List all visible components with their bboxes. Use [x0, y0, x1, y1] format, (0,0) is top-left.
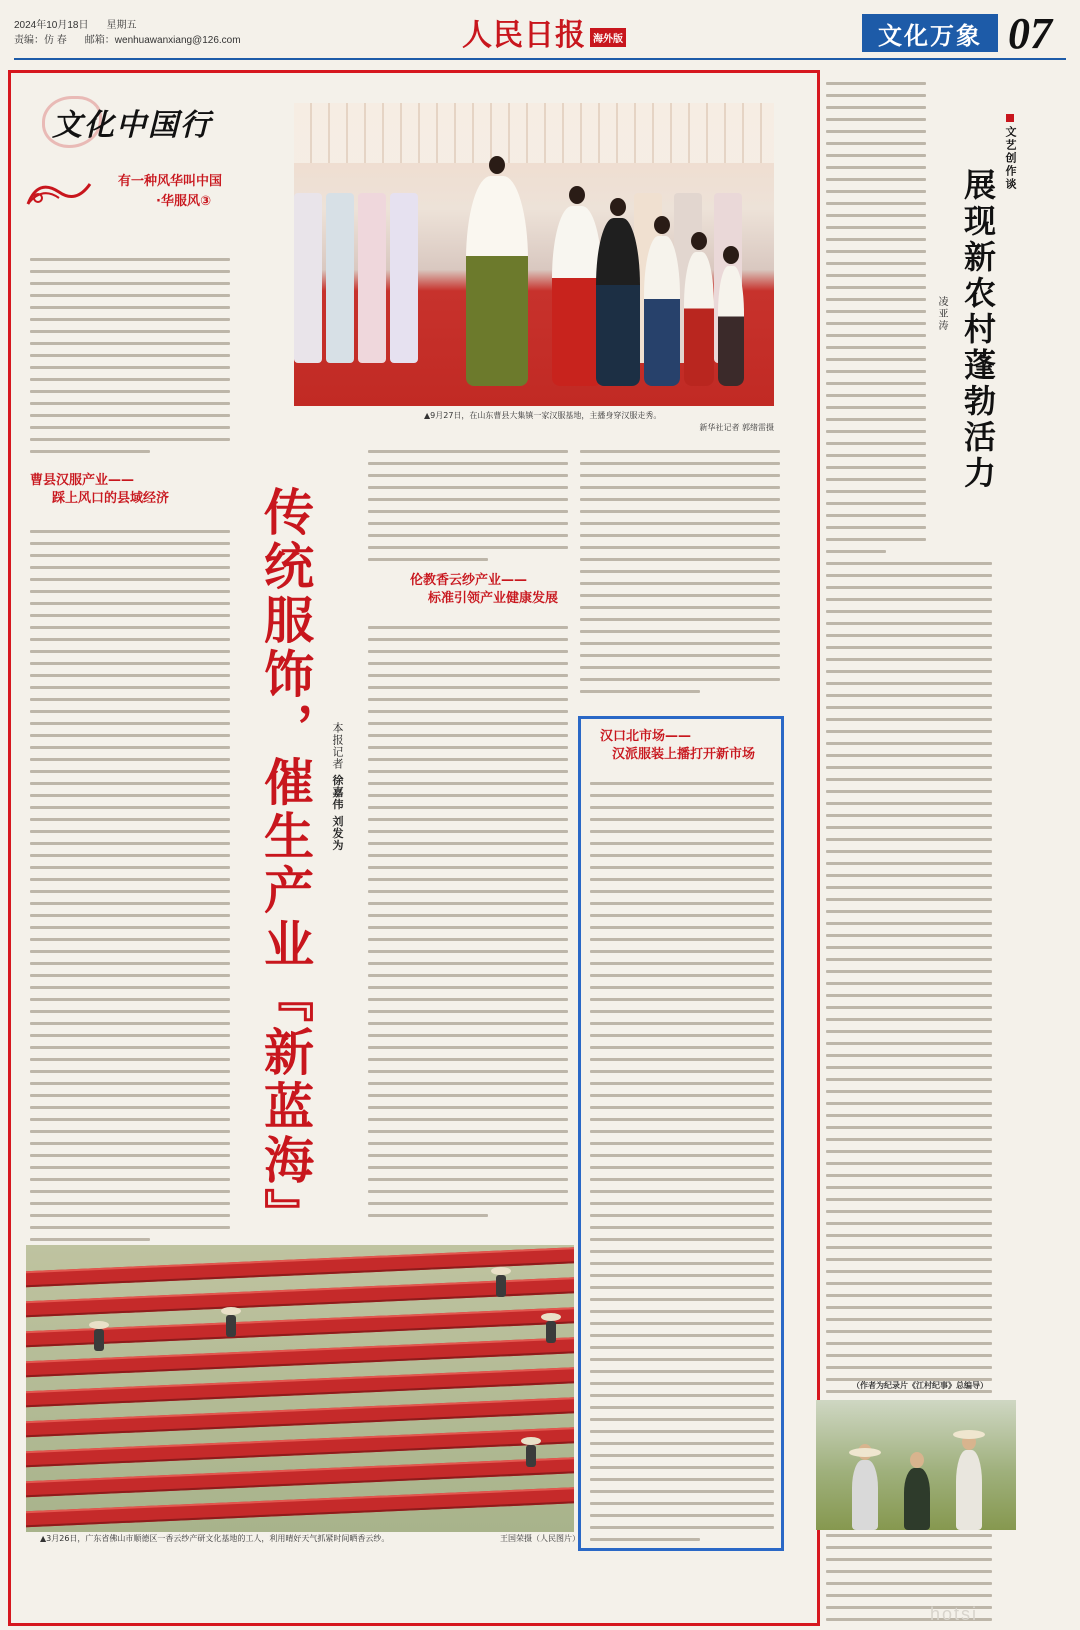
subhead-line: 踩上风口的县域经济: [52, 491, 170, 506]
worker-figure: [94, 1329, 104, 1351]
clothing-rack: [326, 193, 354, 363]
text-column: [590, 782, 774, 1550]
series-title: 有一种风华叫中国: [118, 174, 223, 189]
subhead-line: 标准引领产业健康发展: [428, 591, 559, 606]
byline-prefix: 本报记者: [331, 722, 344, 770]
masthead: [0, 0, 1080, 62]
sidebar-kicker: [1002, 114, 1018, 191]
series-banner: [26, 170, 296, 210]
person-figure: [956, 1450, 982, 1530]
worker-figure: [546, 1321, 556, 1343]
sidebar-author-note: （作者为纪录片《江村纪事》总编导）: [852, 1381, 988, 1390]
clothing-rack: [294, 193, 322, 363]
red-square-icon: [1006, 114, 1014, 122]
text-column: [368, 626, 568, 1226]
subhead-line: 曹县汉服产业——: [30, 473, 135, 488]
column-logo-text: 文化中国行: [52, 108, 212, 143]
sidebar-author: 凌亚涛: [936, 296, 947, 332]
subhead-hankou: [600, 728, 755, 764]
model-figure: [684, 252, 714, 386]
model-figure: [552, 206, 602, 386]
issue-weekday: 星期五: [106, 20, 137, 31]
subhead-xiangyunsha: [410, 572, 558, 608]
text-column: [30, 530, 230, 1250]
subhead-line: 汉派服装上播打开新市场: [612, 747, 756, 762]
watermark: hotsi: [930, 1604, 979, 1624]
photo-documentary-filming: [816, 1400, 1016, 1530]
text-column: [368, 450, 568, 570]
straw-hat-icon: [849, 1448, 881, 1457]
photo-top-caption-text: ▲9月27日，在山东曹县大集镇一家汉服基地，主播身穿汉服走秀。: [424, 411, 662, 420]
photo-top-caption: [424, 410, 774, 434]
editor-credit: 责编：仿 春: [14, 35, 67, 46]
editor-email[interactable]: 邮箱：wenhuawanxiang@126.com: [84, 35, 241, 46]
text-column: [580, 450, 780, 702]
sidebar-title: 展现新农村蓬勃活力: [959, 168, 997, 492]
text-column: [30, 258, 230, 462]
worker-figure: [526, 1445, 536, 1467]
photo-xiangyunsha-drying: [26, 1245, 574, 1532]
worker-figure: [496, 1275, 506, 1297]
edition-stamp: 海外版: [590, 28, 626, 47]
model-figure: [466, 176, 528, 386]
person-figure: [852, 1460, 878, 1530]
newspaper-name: 人民日报: [462, 18, 586, 53]
issue-date: 2024年10月18日: [14, 20, 89, 31]
page-number: 07: [1008, 9, 1052, 58]
byline-names: 徐嘉伟 刘发为: [331, 774, 344, 852]
straw-hat-icon: [953, 1430, 985, 1439]
column-logo: [42, 88, 242, 158]
photo-bottom-credit: 王国荣摄（人民图片）: [500, 1534, 580, 1543]
section-title: 文化万象: [862, 14, 998, 52]
sidebar-kicker-text: 文艺创作谈: [1004, 126, 1017, 191]
photo-bottom-caption: [40, 1533, 580, 1545]
photo-top-credit: 新华社记者 郭绪雷摄: [699, 423, 774, 432]
model-figure: [596, 218, 640, 386]
wave-ornament-icon: [26, 174, 92, 206]
subhead-line: 伦教香云纱产业——: [410, 573, 528, 588]
photo-bottom-caption-text: ▲3月26日，广东省佛山市顺德区一香云纱产研文化基地的工人，利用晴好天气抓紧时间晒香云纱。: [40, 1534, 390, 1543]
model-figure: [718, 266, 744, 386]
masthead-meta: [14, 18, 241, 48]
series-subtitle: ·华服风③: [156, 194, 211, 209]
photo-ceiling: [294, 103, 774, 163]
person-figure: [904, 1468, 930, 1530]
feature-headline: 传统服饰，催生产业『新蓝海』: [256, 486, 315, 1242]
photo-hanfu-runway: [294, 103, 774, 406]
clothing-rack: [390, 193, 418, 363]
masthead-rule: [14, 58, 1066, 60]
feature-byline: [330, 722, 344, 851]
subhead-caoxian: [30, 472, 169, 508]
clothing-rack: [358, 193, 386, 363]
sidebar-text-column: [826, 82, 992, 1630]
worker-figure: [226, 1315, 236, 1337]
model-figure: [644, 236, 680, 386]
subhead-line: 汉口北市场——: [600, 729, 692, 744]
newspaper-logo: [462, 10, 626, 54]
